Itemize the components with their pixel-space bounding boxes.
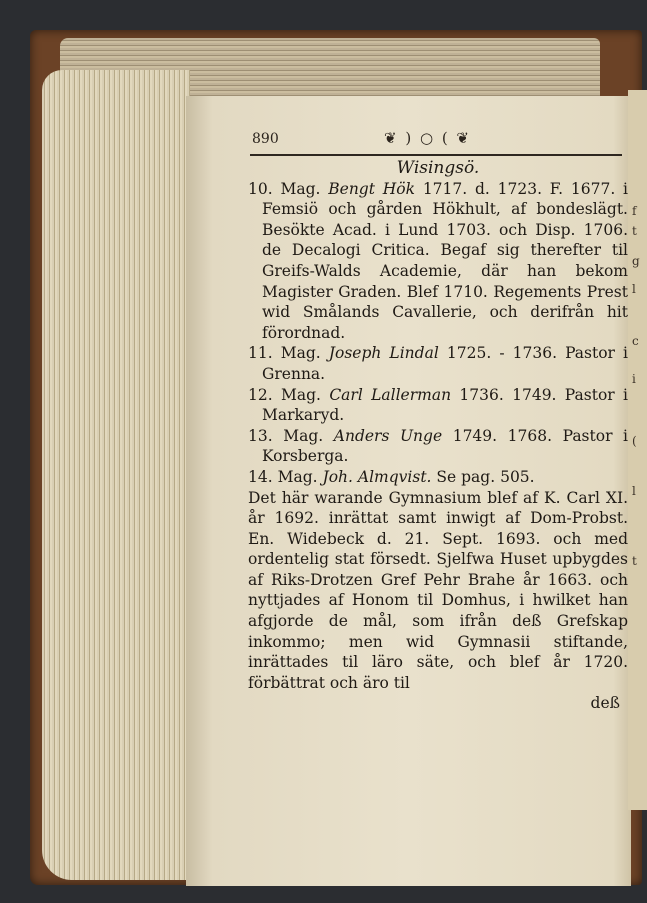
entry-name: Bengt Hök: [328, 179, 415, 198]
entry-number: 10.: [248, 179, 273, 198]
header-ornament: ❦ ) ○ ( ❦: [384, 129, 472, 147]
margin-fragment: i: [632, 372, 636, 386]
page-stack-edge: [42, 70, 190, 880]
list-item: [248, 467, 628, 488]
page-number: 890: [252, 131, 279, 147]
entry-number: 11.: [248, 344, 273, 363]
entry-name: Carl Lallerman: [329, 385, 452, 404]
header-rule: [250, 154, 622, 156]
margin-fragment: c: [632, 334, 639, 348]
place-heading: Wisingsö.: [396, 158, 480, 178]
list-item: [248, 385, 628, 426]
margin-fragment: l: [632, 484, 636, 498]
entry-title: Mag.: [280, 344, 321, 363]
entry-title: Mag.: [281, 385, 321, 404]
entry-title: Mag.: [277, 467, 318, 486]
entry-title: Mag.: [283, 426, 324, 445]
margin-fragment: l: [632, 282, 636, 296]
entry-text: 1736. 1749. Pastor i Markaryd.: [262, 385, 628, 425]
facing-page-strip: [628, 90, 647, 810]
list-item: [248, 426, 628, 467]
entry-text: 1717. d. 1723. F. 1677. i Femsiö och gården Hökhult, af bondeslägt. Besökte Acad. i Lund 1703. och Disp. 1706. de Decalogi Critica. Begaf sig therefter til Greifs-Walds Academie, där han bekom Magister Graden. Blef 1710. Regements Prest wid Smålands Cavallerie, och derifrån hit förordnad.: [262, 179, 628, 342]
margin-fragment: t: [632, 554, 637, 568]
list-item: [248, 343, 628, 384]
entry-text: Se pag. 505.: [436, 467, 535, 486]
entry-text: 1725. - 1736. Pastor i Grenna.: [262, 344, 628, 383]
margin-fragment: (: [632, 434, 637, 448]
margin-fragment: g: [632, 254, 640, 268]
entry-number: 14.: [248, 467, 273, 486]
entry-number: 12.: [248, 385, 273, 404]
body-paragraph: Det här warande Gymnasium blef af K. Carl XI. år 1692. inrättat samt inwigt af Dom-Probst. En. Widebeck d. 21. Sept. 1693. och med ordentelig stat försedt. Sjelfwa Huset upbygdes af Riks-Drotzen Gref Pehr Brahe år 1663. och nyttjades af Honom til Domhus, i hwilket han afgjorde de mål, som ifrån deß Grefskap inkommo; men wid Gymnasii stiftande, inrättades til läro säte, och blef år 1720. förbättrat och äro til: [248, 488, 628, 692]
page-body: [248, 158, 628, 714]
margin-fragment: t: [632, 224, 637, 238]
entry-title: Mag.: [280, 179, 321, 198]
margin-fragment: f: [632, 204, 637, 218]
entry-name: Joseph Lindal: [328, 344, 439, 363]
entry-name: Joh. Almqvist.: [322, 467, 432, 486]
entry-name: Anders Unge: [333, 426, 443, 445]
catchword: deß: [590, 694, 620, 713]
entry-number: 13.: [248, 426, 273, 445]
entry-text: 1749. 1768. Pastor i Korsberga.: [262, 426, 629, 466]
list-item: [248, 179, 628, 344]
